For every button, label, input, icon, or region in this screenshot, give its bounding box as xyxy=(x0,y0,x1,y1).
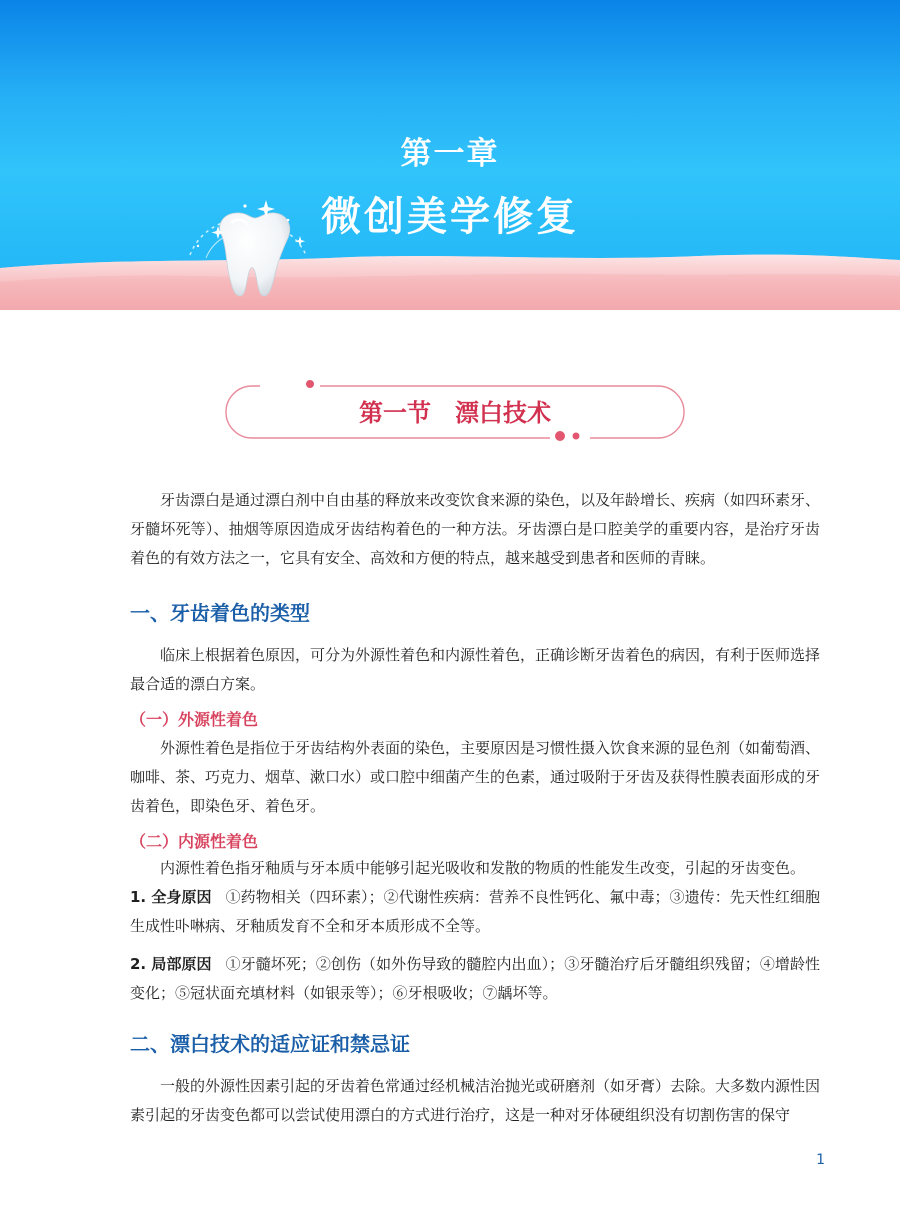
list-item-lead: 1. 全身原因 xyxy=(130,888,212,906)
sub2-paragraph: 内源性着色指牙釉质与牙本质中能够引起光吸收和发散的物质的性能发生改变，引起的牙齿变色。 xyxy=(160,859,806,877)
sub1-paragraph: 外源性着色是指位于牙齿结构外表面的染色，主要原因是习惯性摄入饮食来源的显色剂（如葡萄酒、咖啡、茶、巧克力、烟草、漱口水）或口腔中细菌产生的色素，通过吸附于牙齿及获得性膜表面形成的牙齿着色，即染色牙、着色牙。 xyxy=(130,739,821,815)
decor-dot xyxy=(555,431,565,441)
sub2-heading: （二）内源性着色 xyxy=(130,832,259,851)
sub1-heading: （一）外源性着色 xyxy=(130,710,259,729)
list-item-lead: 2. 局部原因 xyxy=(130,955,212,973)
chapter-number: 第一章 xyxy=(400,136,500,172)
list-item-systemic xyxy=(130,883,820,941)
decor-dot xyxy=(306,380,314,388)
section-title: 第一节 漂白技术 xyxy=(359,399,551,427)
chapter-banner xyxy=(0,0,900,310)
page-number: 1 xyxy=(816,1152,825,1168)
part1-heading: 一、牙齿着色的类型 xyxy=(130,601,310,625)
list-item-text: ①药物相关（四环素）；②代谢性疾病：营养不良性钙化、氟中毒；③遗传：先天性红细胞生成性卟啉病、牙釉质发育不全和牙本质形成不全等。 xyxy=(130,888,820,935)
chapter-title: 微创美学修复 xyxy=(321,194,579,240)
part2-paragraph: 一般的外源性因素引起的牙齿着色常通过经机械洁治抛光或研磨剂（如牙膏）去除。大多数内源性因素引起的牙齿变色都可以尝试使用漂白的方式进行治疗，这是一种对牙体硬组织没有切割伤害的保守 xyxy=(130,1077,821,1124)
list-item-text: ①牙髓坏死；②创伤（如外伤导致的髓腔内出血）；③牙髓治疗后牙髓组织残留；④增龄性变化；⑤冠状面充填材料（如银汞等）；⑥牙根吸收；⑦龋坏等。 xyxy=(130,955,820,1002)
part1-paragraph: 临床上根据着色原因，可分为外源性着色和内源性着色，正确诊断牙齿着色的病因，有利于医师选择最合适的漂白方案。 xyxy=(130,646,821,693)
part2-heading: 二、漂白技术的适应证和禁忌证 xyxy=(130,1032,410,1056)
decor-dot xyxy=(573,433,580,440)
list-item-local xyxy=(130,950,820,1008)
intro-paragraph: 牙齿漂白是通过漂白剂中自由基的释放来改变饮食来源的染色，以及年龄增长、疾病（如四环素牙、牙髓坏死等）、抽烟等原因造成牙齿结构着色的一种方法。牙齿漂白是口腔美学的重要内容，是治疗牙齿着色的有效方法之一，它具有安全、高效和方便的特点，越来越受到患者和医师的青睐。 xyxy=(130,491,821,567)
